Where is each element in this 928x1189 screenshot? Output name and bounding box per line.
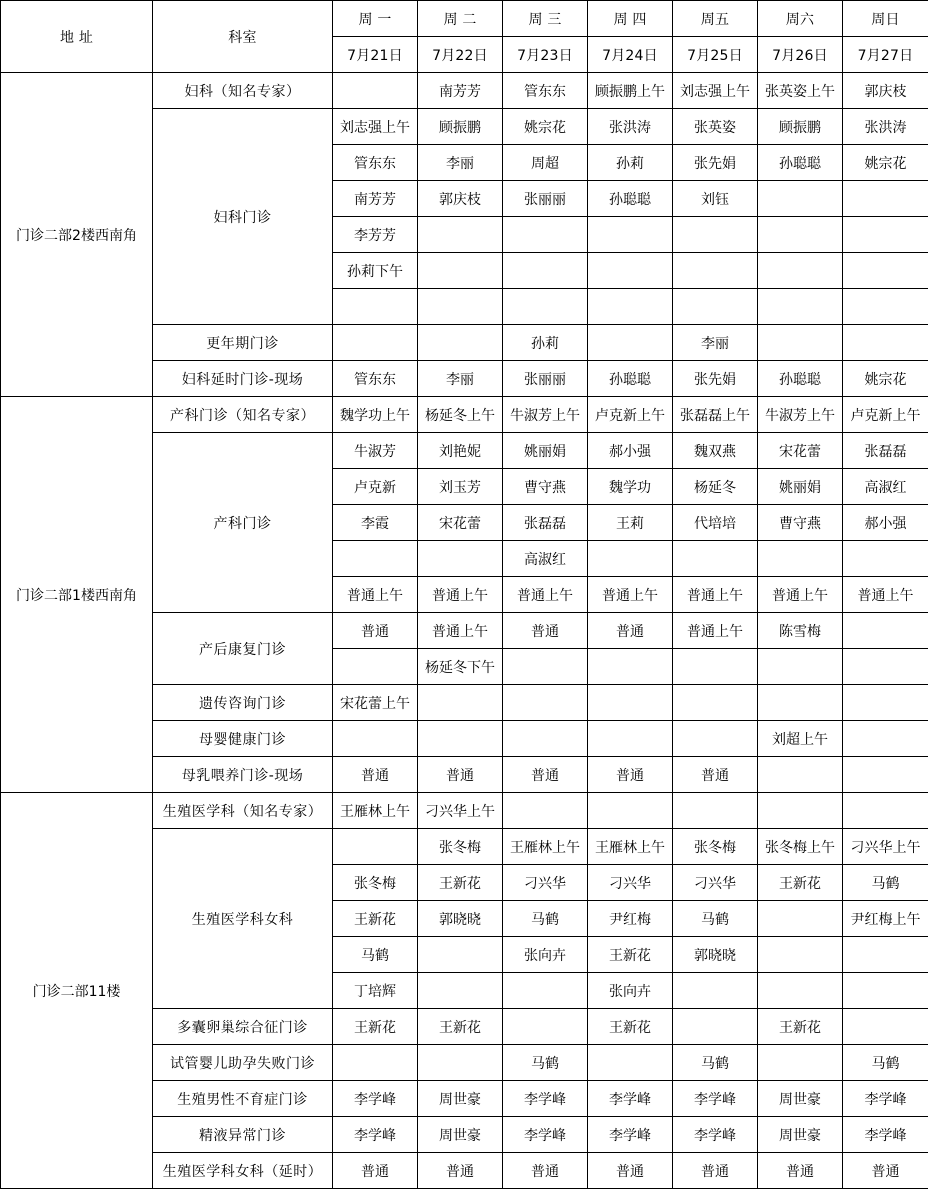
doctor-cell: 卢克新 xyxy=(333,469,418,505)
doctor-cell: 周超 xyxy=(503,145,588,181)
doctor-cell: 刘玉芳 xyxy=(418,469,503,505)
doctor-cell: 普通 xyxy=(843,1153,928,1189)
doctor-cell xyxy=(418,289,503,325)
doctor-cell: 普通上午 xyxy=(503,577,588,613)
doctor-cell: 牛淑芳 xyxy=(333,433,418,469)
doctor-cell xyxy=(673,1009,758,1045)
doctor-cell: 张英姿上午 xyxy=(758,73,843,109)
doctor-cell: 郭晓晓 xyxy=(418,901,503,937)
doctor-cell xyxy=(758,325,843,361)
doctor-cell: 刘超上午 xyxy=(758,721,843,757)
doctor-cell: 王新花 xyxy=(588,937,673,973)
doctor-cell xyxy=(503,685,588,721)
date-header: 7月23日 xyxy=(503,37,588,73)
doctor-cell: 王新花 xyxy=(418,865,503,901)
doctor-cell: 魏双燕 xyxy=(673,433,758,469)
doctor-cell xyxy=(843,1009,928,1045)
doctor-cell xyxy=(673,685,758,721)
doctor-cell: 宋花蕾 xyxy=(418,505,503,541)
weekday-header: 周 二 xyxy=(418,1,503,37)
department-cell: 产后康复门诊 xyxy=(153,613,333,685)
address-cell: 门诊二部1楼西南角 xyxy=(1,397,153,793)
doctor-cell: 李学峰 xyxy=(333,1081,418,1117)
department-cell: 生殖医学科女科（延时） xyxy=(153,1153,333,1189)
header-row-weekdays xyxy=(1,1,928,37)
doctor-cell: 王新花 xyxy=(588,1009,673,1045)
doctor-cell: 尹红梅上午 xyxy=(843,901,928,937)
address-header: 地 址 xyxy=(1,1,153,73)
doctor-cell: 代培培 xyxy=(673,505,758,541)
doctor-cell xyxy=(843,217,928,253)
doctor-cell: 孙聪聪 xyxy=(588,181,673,217)
address-cell: 门诊二部11楼 xyxy=(1,793,153,1189)
doctor-cell xyxy=(758,1045,843,1081)
doctor-cell: 周世豪 xyxy=(418,1117,503,1153)
doctor-cell: 张磊磊上午 xyxy=(673,397,758,433)
doctor-cell xyxy=(588,325,673,361)
doctor-cell: 普通 xyxy=(333,757,418,793)
doctor-cell: 周世豪 xyxy=(758,1117,843,1153)
dept-header: 科室 xyxy=(153,1,333,73)
doctor-cell: 丁培辉 xyxy=(333,973,418,1009)
doctor-cell: 普通上午 xyxy=(673,577,758,613)
doctor-cell xyxy=(588,793,673,829)
doctor-cell: 李霞 xyxy=(333,505,418,541)
doctor-cell: 普通 xyxy=(418,757,503,793)
doctor-cell xyxy=(758,793,843,829)
doctor-cell: 王莉 xyxy=(588,505,673,541)
doctor-cell xyxy=(673,253,758,289)
doctor-cell: 王雁林上午 xyxy=(588,829,673,865)
date-header: 7月27日 xyxy=(843,37,928,73)
doctor-cell xyxy=(843,613,928,649)
doctor-cell: 张磊磊 xyxy=(843,433,928,469)
doctor-cell xyxy=(418,685,503,721)
doctor-cell: 李丽 xyxy=(418,361,503,397)
doctor-cell xyxy=(333,1045,418,1081)
doctor-cell: 普通上午 xyxy=(333,577,418,613)
weekday-header: 周 一 xyxy=(333,1,418,37)
doctor-cell: 普通 xyxy=(673,757,758,793)
doctor-cell: 刘钰 xyxy=(673,181,758,217)
doctor-cell: 尹红梅 xyxy=(588,901,673,937)
doctor-cell xyxy=(588,217,673,253)
doctor-cell: 宋花蕾 xyxy=(758,433,843,469)
doctor-cell: 顾振鹏上午 xyxy=(588,73,673,109)
doctor-cell: 牛淑芳上午 xyxy=(503,397,588,433)
doctor-cell: 普通上午 xyxy=(843,577,928,613)
doctor-cell: 王新花 xyxy=(333,901,418,937)
doctor-cell xyxy=(503,649,588,685)
doctor-cell: 王雁林上午 xyxy=(503,829,588,865)
doctor-cell xyxy=(673,973,758,1009)
doctor-cell xyxy=(843,325,928,361)
doctor-cell xyxy=(503,253,588,289)
date-header: 7月25日 xyxy=(673,37,758,73)
doctor-cell xyxy=(503,973,588,1009)
department-cell: 试管婴儿助孕失败门诊 xyxy=(153,1045,333,1081)
doctor-cell: 孙莉 xyxy=(588,145,673,181)
doctor-cell: 刘志强上午 xyxy=(673,73,758,109)
doctor-cell: 王新花 xyxy=(418,1009,503,1045)
doctor-cell xyxy=(333,649,418,685)
schedule-row xyxy=(1,793,928,829)
department-cell: 妇科延时门诊-现场 xyxy=(153,361,333,397)
date-header: 7月24日 xyxy=(588,37,673,73)
doctor-cell: 李学峰 xyxy=(333,1117,418,1153)
schedule-row xyxy=(1,397,928,433)
doctor-cell xyxy=(333,541,418,577)
department-cell: 妇科门诊 xyxy=(153,109,333,325)
doctor-cell: 王雁林上午 xyxy=(333,793,418,829)
doctor-cell xyxy=(673,793,758,829)
doctor-cell xyxy=(333,73,418,109)
doctor-cell: 李学峰 xyxy=(673,1117,758,1153)
doctor-cell: 普通 xyxy=(503,1153,588,1189)
doctor-cell: 张向卉 xyxy=(503,937,588,973)
doctor-cell xyxy=(588,1045,673,1081)
doctor-cell xyxy=(758,217,843,253)
doctor-cell: 普通上午 xyxy=(758,577,843,613)
doctor-cell xyxy=(333,289,418,325)
department-cell: 多囊卵巢综合征门诊 xyxy=(153,1009,333,1045)
doctor-cell: 管东东 xyxy=(333,145,418,181)
doctor-cell: 马鹤 xyxy=(503,1045,588,1081)
doctor-cell: 管东东 xyxy=(333,361,418,397)
doctor-cell: 陈雪梅 xyxy=(758,613,843,649)
doctor-cell: 普通 xyxy=(758,1153,843,1189)
department-cell: 母婴健康门诊 xyxy=(153,721,333,757)
doctor-cell xyxy=(843,793,928,829)
weekday-header: 周五 xyxy=(673,1,758,37)
doctor-cell: 曹守燕 xyxy=(503,469,588,505)
doctor-cell: 张洪涛 xyxy=(843,109,928,145)
doctor-cell xyxy=(758,685,843,721)
doctor-cell: 张先娟 xyxy=(673,145,758,181)
doctor-cell: 姚丽娟 xyxy=(503,433,588,469)
doctor-cell: 南芳芳 xyxy=(333,181,418,217)
doctor-cell: 郭庆枝 xyxy=(418,181,503,217)
doctor-cell xyxy=(843,649,928,685)
doctor-cell: 高淑红 xyxy=(503,541,588,577)
doctor-cell: 南芳芳 xyxy=(418,73,503,109)
weekday-header: 周六 xyxy=(758,1,843,37)
doctor-cell: 马鹤 xyxy=(503,901,588,937)
doctor-cell xyxy=(758,757,843,793)
doctor-cell xyxy=(843,721,928,757)
doctor-cell: 郭庆枝 xyxy=(843,73,928,109)
date-header: 7月26日 xyxy=(758,37,843,73)
doctor-cell xyxy=(588,253,673,289)
doctor-cell xyxy=(503,289,588,325)
doctor-cell xyxy=(758,289,843,325)
doctor-cell: 孙聪聪 xyxy=(758,361,843,397)
doctor-cell xyxy=(843,181,928,217)
doctor-cell: 普通 xyxy=(333,1153,418,1189)
doctor-cell: 王新花 xyxy=(333,1009,418,1045)
doctor-cell: 李丽 xyxy=(418,145,503,181)
doctor-cell xyxy=(503,793,588,829)
doctor-cell: 王新花 xyxy=(758,865,843,901)
department-cell: 母乳喂养门诊-现场 xyxy=(153,757,333,793)
address-cell: 门诊二部2楼西南角 xyxy=(1,73,153,397)
doctor-cell: 张冬梅 xyxy=(418,829,503,865)
doctor-cell: 张洪涛 xyxy=(588,109,673,145)
doctor-cell: 卢克新上午 xyxy=(588,397,673,433)
doctor-cell: 张磊磊 xyxy=(503,505,588,541)
doctor-cell: 卢克新上午 xyxy=(843,397,928,433)
doctor-cell: 普通上午 xyxy=(588,577,673,613)
doctor-cell xyxy=(843,541,928,577)
doctor-cell: 张冬梅 xyxy=(673,829,758,865)
doctor-cell: 马鹤 xyxy=(333,937,418,973)
doctor-cell: 李学峰 xyxy=(588,1117,673,1153)
doctor-cell xyxy=(503,1009,588,1045)
doctor-cell: 张英姿 xyxy=(673,109,758,145)
doctor-cell xyxy=(333,325,418,361)
doctor-cell: 刁兴华上午 xyxy=(843,829,928,865)
department-cell: 更年期门诊 xyxy=(153,325,333,361)
doctor-cell xyxy=(418,937,503,973)
weekday-header: 周 四 xyxy=(588,1,673,37)
doctor-cell: 普通 xyxy=(588,1153,673,1189)
doctor-cell: 刁兴华 xyxy=(673,865,758,901)
doctor-cell: 李学峰 xyxy=(843,1117,928,1153)
doctor-cell: 普通 xyxy=(503,613,588,649)
doctor-cell: 普通 xyxy=(673,1153,758,1189)
doctor-cell xyxy=(758,937,843,973)
doctor-cell: 张丽丽 xyxy=(503,361,588,397)
doctor-cell xyxy=(333,829,418,865)
doctor-cell: 马鹤 xyxy=(843,1045,928,1081)
doctor-cell xyxy=(418,217,503,253)
doctor-cell xyxy=(673,541,758,577)
doctor-cell: 普通上午 xyxy=(418,613,503,649)
doctor-cell: 张冬梅 xyxy=(333,865,418,901)
doctor-cell xyxy=(758,541,843,577)
doctor-cell: 普通 xyxy=(418,1153,503,1189)
schedule-row xyxy=(1,73,928,109)
doctor-cell: 郝小强 xyxy=(588,433,673,469)
doctor-cell xyxy=(843,289,928,325)
doctor-cell xyxy=(418,253,503,289)
doctor-cell: 管东东 xyxy=(503,73,588,109)
doctor-cell xyxy=(843,757,928,793)
department-cell: 产科门诊 xyxy=(153,433,333,613)
doctor-cell xyxy=(418,721,503,757)
doctor-cell: 孙聪聪 xyxy=(588,361,673,397)
department-cell: 精液异常门诊 xyxy=(153,1117,333,1153)
department-cell: 妇科（知名专家） xyxy=(153,73,333,109)
doctor-cell xyxy=(588,289,673,325)
doctor-cell xyxy=(333,721,418,757)
doctor-cell xyxy=(588,721,673,757)
doctor-cell: 普通 xyxy=(503,757,588,793)
schedule-body xyxy=(1,1,928,1189)
doctor-cell: 魏学功上午 xyxy=(333,397,418,433)
doctor-cell: 杨延冬上午 xyxy=(418,397,503,433)
doctor-cell: 顾振鹏 xyxy=(758,109,843,145)
doctor-cell: 杨延冬下午 xyxy=(418,649,503,685)
doctor-cell xyxy=(673,217,758,253)
doctor-cell: 普通 xyxy=(588,613,673,649)
doctor-cell xyxy=(588,541,673,577)
doctor-cell: 普通上午 xyxy=(673,613,758,649)
doctor-cell: 马鹤 xyxy=(673,1045,758,1081)
doctor-cell xyxy=(673,649,758,685)
doctor-cell xyxy=(843,937,928,973)
doctor-cell xyxy=(418,541,503,577)
doctor-cell: 马鹤 xyxy=(843,865,928,901)
weekday-header: 周 三 xyxy=(503,1,588,37)
doctor-cell xyxy=(418,1045,503,1081)
doctor-cell xyxy=(758,649,843,685)
department-cell: 生殖医学科女科 xyxy=(153,829,333,1009)
doctor-cell xyxy=(418,973,503,1009)
doctor-cell: 姚宗花 xyxy=(843,145,928,181)
doctor-cell xyxy=(588,685,673,721)
doctor-cell: 张冬梅上午 xyxy=(758,829,843,865)
doctor-cell: 刁兴华上午 xyxy=(418,793,503,829)
doctor-cell xyxy=(758,973,843,1009)
doctor-cell: 郭晓晓 xyxy=(673,937,758,973)
doctor-cell: 普通 xyxy=(588,757,673,793)
doctor-cell: 李丽 xyxy=(673,325,758,361)
doctor-cell: 李学峰 xyxy=(503,1117,588,1153)
doctor-cell: 李学峰 xyxy=(503,1081,588,1117)
department-cell: 生殖医学科（知名专家） xyxy=(153,793,333,829)
doctor-cell: 曹守燕 xyxy=(758,505,843,541)
doctor-cell: 宋花蕾上午 xyxy=(333,685,418,721)
doctor-cell: 杨延冬 xyxy=(673,469,758,505)
doctor-cell xyxy=(588,649,673,685)
date-header: 7月22日 xyxy=(418,37,503,73)
department-cell: 遗传咨询门诊 xyxy=(153,685,333,721)
doctor-cell: 刁兴华 xyxy=(588,865,673,901)
doctor-cell xyxy=(418,325,503,361)
doctor-cell xyxy=(673,721,758,757)
doctor-cell: 孙莉 xyxy=(503,325,588,361)
doctor-cell xyxy=(843,973,928,1009)
doctor-cell xyxy=(843,685,928,721)
doctor-cell: 魏学功 xyxy=(588,469,673,505)
doctor-cell: 刘艳妮 xyxy=(418,433,503,469)
doctor-cell xyxy=(758,253,843,289)
department-cell: 产科门诊（知名专家） xyxy=(153,397,333,433)
doctor-cell xyxy=(503,721,588,757)
doctor-cell xyxy=(673,289,758,325)
doctor-cell: 孙莉下午 xyxy=(333,253,418,289)
doctor-cell: 周世豪 xyxy=(418,1081,503,1117)
doctor-cell: 刁兴华 xyxy=(503,865,588,901)
doctor-cell: 王新花 xyxy=(758,1009,843,1045)
department-cell: 生殖男性不育症门诊 xyxy=(153,1081,333,1117)
doctor-cell: 张先娟 xyxy=(673,361,758,397)
doctor-cell: 张丽丽 xyxy=(503,181,588,217)
doctor-cell: 马鹤 xyxy=(673,901,758,937)
doctor-cell: 李学峰 xyxy=(673,1081,758,1117)
doctor-cell: 周世豪 xyxy=(758,1081,843,1117)
doctor-cell: 顾振鹏 xyxy=(418,109,503,145)
doctor-cell: 高淑红 xyxy=(843,469,928,505)
doctor-cell: 李芳芳 xyxy=(333,217,418,253)
doctor-cell: 李学峰 xyxy=(588,1081,673,1117)
doctor-cell: 孙聪聪 xyxy=(758,145,843,181)
doctor-cell xyxy=(843,253,928,289)
doctor-cell: 姚丽娟 xyxy=(758,469,843,505)
doctor-cell: 普通 xyxy=(333,613,418,649)
doctor-cell: 牛淑芳上午 xyxy=(758,397,843,433)
doctor-cell xyxy=(503,217,588,253)
doctor-cell: 姚宗花 xyxy=(503,109,588,145)
doctor-cell: 郝小强 xyxy=(843,505,928,541)
doctor-cell xyxy=(758,901,843,937)
weekday-header: 周日 xyxy=(843,1,928,37)
date-header: 7月21日 xyxy=(333,37,418,73)
doctor-cell: 刘志强上午 xyxy=(333,109,418,145)
doctor-cell: 普通上午 xyxy=(418,577,503,613)
doctor-cell: 张向卉 xyxy=(588,973,673,1009)
doctor-cell: 姚宗花 xyxy=(843,361,928,397)
doctor-cell xyxy=(758,181,843,217)
doctor-cell: 李学峰 xyxy=(843,1081,928,1117)
